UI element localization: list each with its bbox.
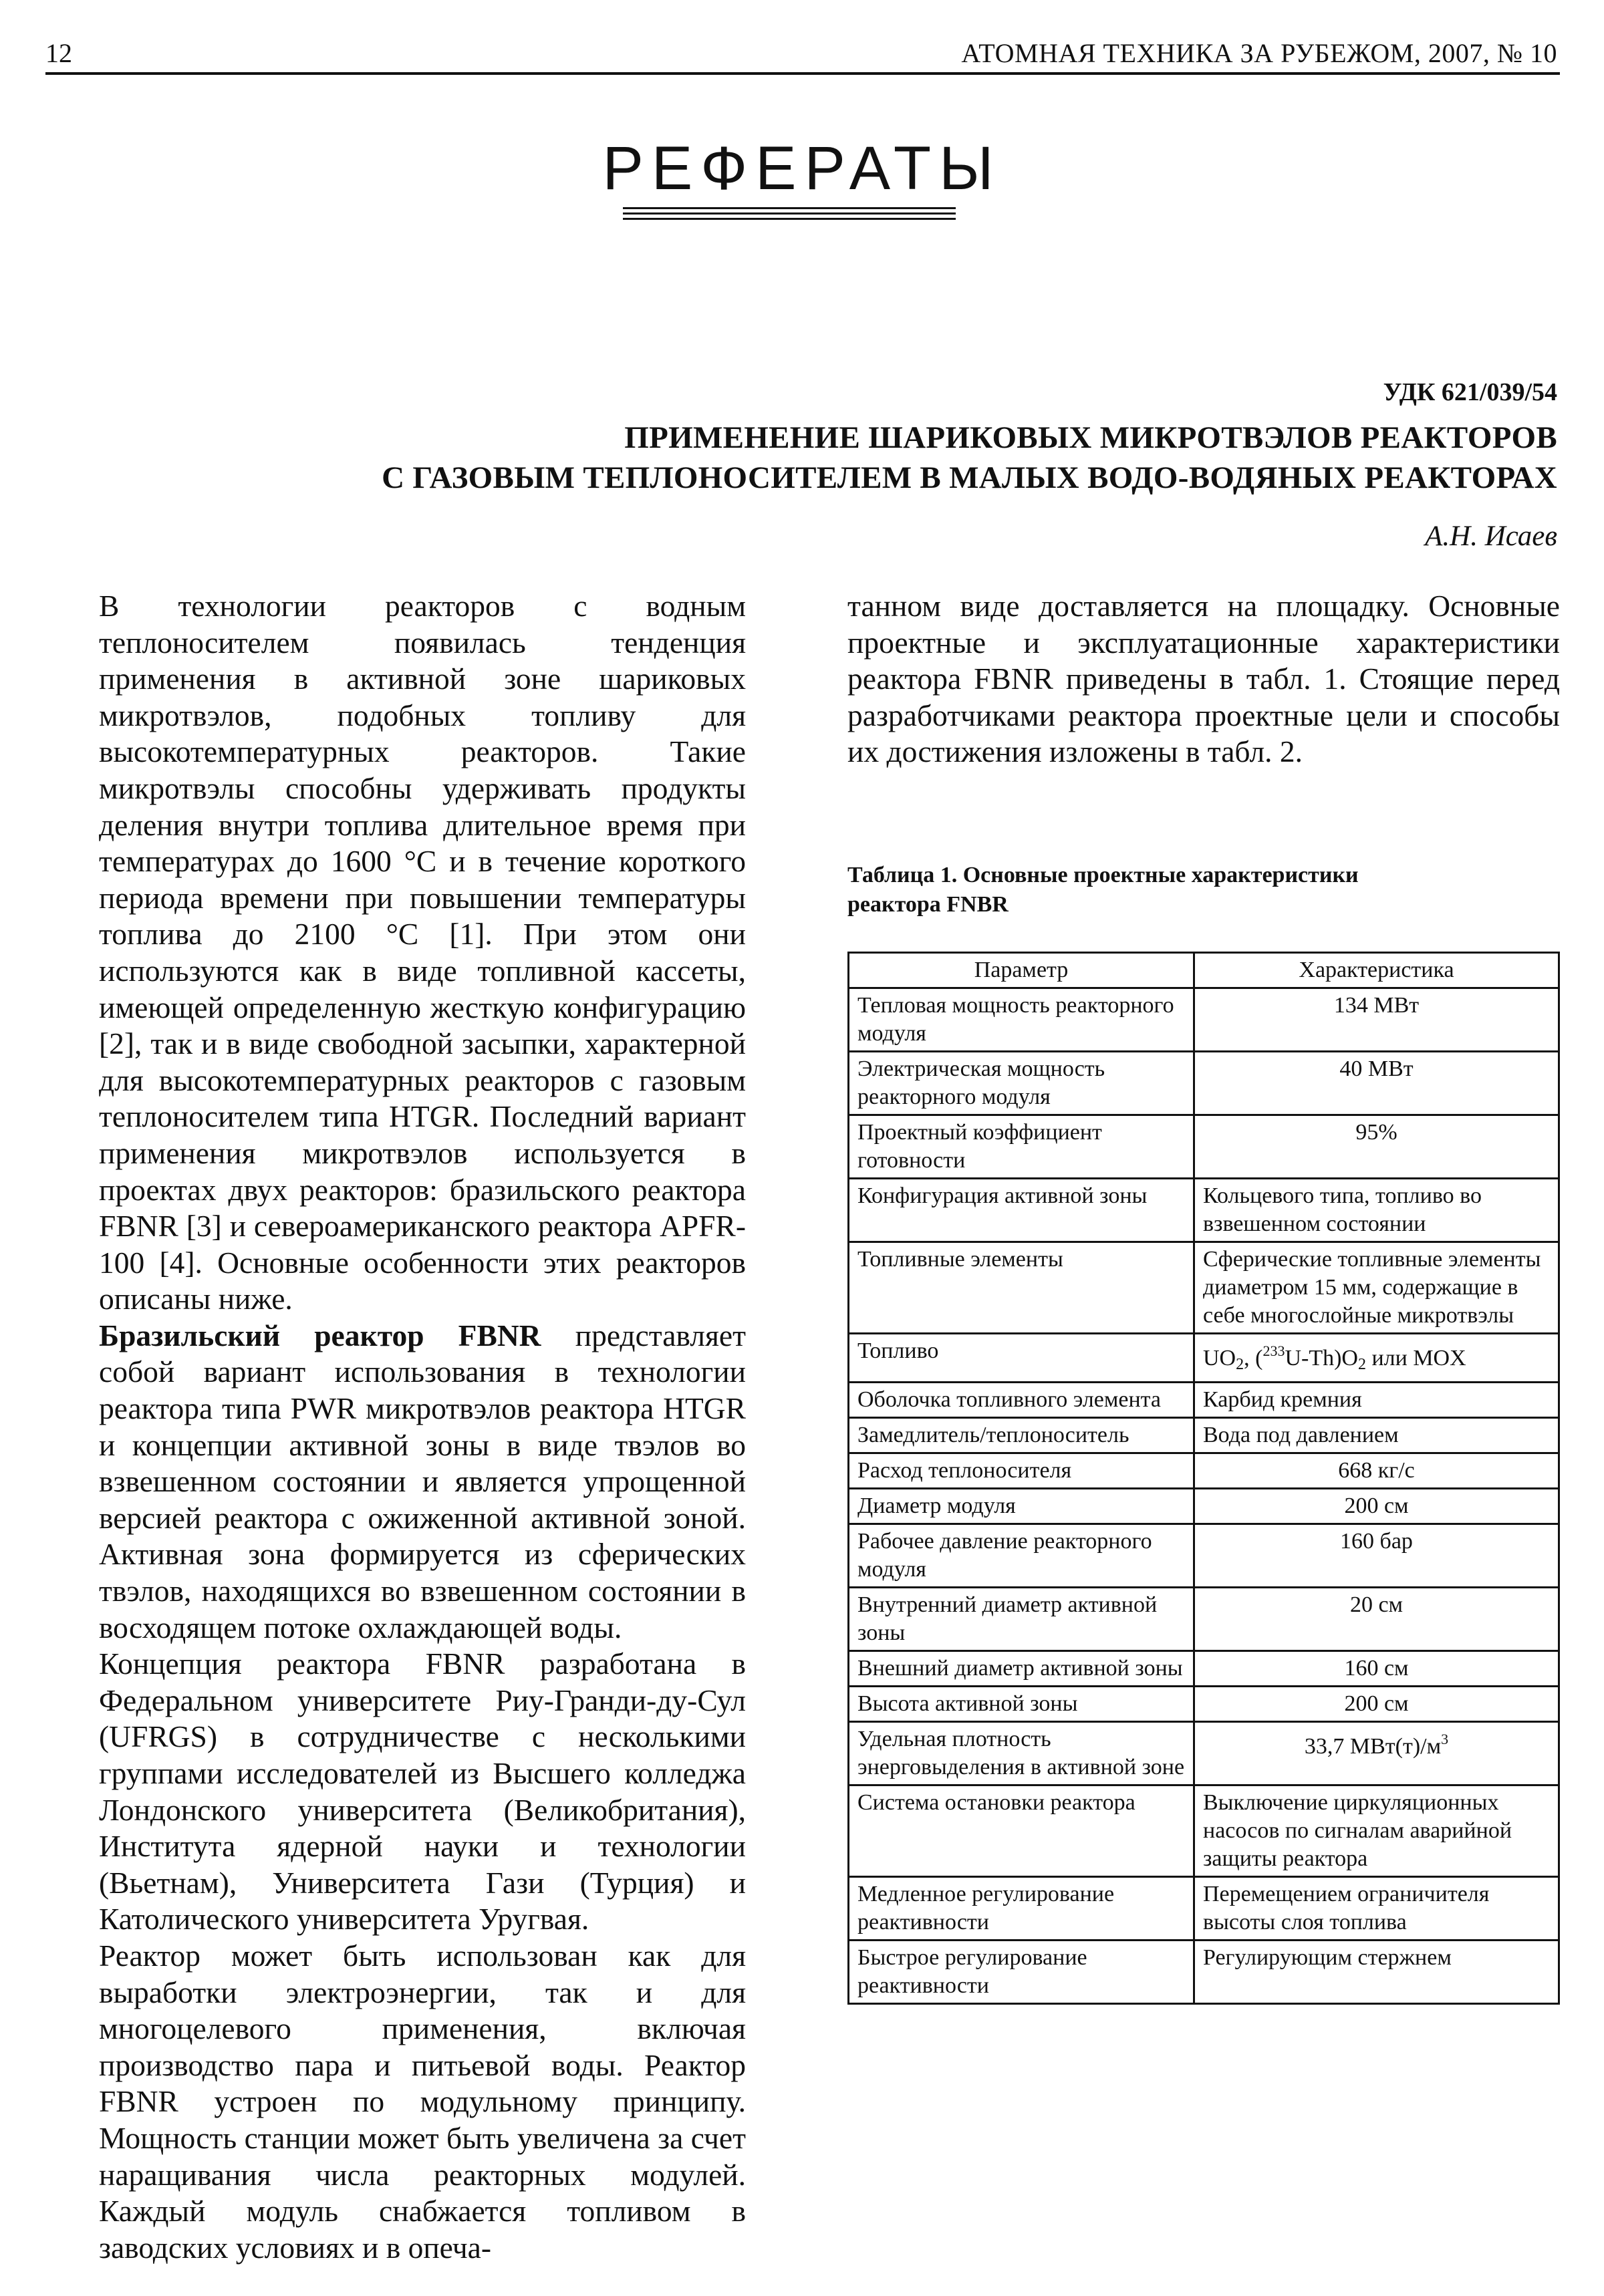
- author: А.Н. Исаев: [1425, 521, 1557, 552]
- table-cell-value: Сферические топливные элементы диаметром 15 мм, содержащие в себе многослойные микротвэлы: [1194, 1242, 1559, 1334]
- body-column-right: [847, 588, 1560, 770]
- paragraph-4-text: Реактор может быть использован как для выработки электроэнергии, так и для многоцелевого применения, включая производство пара и питьевой воды. Реактор FBNR устроен по модульному принципу. Мощность станции может быть увеличена за счет наращивания числа реакторных модулей. Каждый модуль снабжается топливом в заводских условиях и в опеча-: [99, 1938, 746, 2265]
- paragraph-3: [99, 1646, 746, 1938]
- table-cell-value: 668 кг/с: [1194, 1453, 1559, 1489]
- table-cell-value: 95%: [1194, 1115, 1559, 1179]
- table-row: [849, 1242, 1559, 1334]
- header-rule: [45, 72, 1560, 75]
- table-1-caption-line-1: Таблица 1. Основные проектные характеристики: [847, 863, 1359, 887]
- page-number: 12: [45, 38, 72, 68]
- table-1: [847, 952, 1560, 2005]
- table-row: [849, 1052, 1559, 1115]
- table-row: [849, 1941, 1559, 2004]
- table-row: [849, 1453, 1559, 1489]
- table-row: [849, 1179, 1559, 1242]
- table-1-caption: [847, 861, 1516, 919]
- table-row: [849, 1524, 1559, 1588]
- udk-code: УДК 621/039/54: [1383, 378, 1557, 406]
- paragraph-2-text: представляет собой вариант использования в технологии реактора типа PWR микротвэлов реактора HTGR и концепции активной зоны в виде твэлов во взвешенном состоянии и является упрощенной версией реактора с ожиженной активной зоной. Активная зона формируется из сферических твэлов, находящихся во взвешенном состоянии в восходящем потоке охлаждающей воды.: [99, 1318, 746, 1644]
- power-density-value: 33,7 МВт(т)/м: [1304, 1734, 1442, 1759]
- table-cell-param: Удельная плотность энерговыделения в активной зоне: [849, 1722, 1194, 1785]
- table-cell-value: Выключение циркуляционных насосов по сигналам аварийной защиты реактора: [1194, 1785, 1559, 1877]
- table-cell-value: Регулирующим стержнем: [1194, 1941, 1559, 2004]
- table-row: [849, 1115, 1559, 1179]
- fuel-formula-part: или MOX: [1365, 1346, 1466, 1371]
- table-cell-param: Диаметр модуля: [849, 1489, 1194, 1524]
- table-cell-value: Вода под давлением: [1194, 1418, 1559, 1453]
- table-row: [849, 1785, 1559, 1877]
- table-cell-param: Замедлитель/теплоноситель: [849, 1418, 1194, 1453]
- table-cell-value: 200 см: [1194, 1489, 1559, 1524]
- table-cell-value: [1194, 1722, 1559, 1785]
- journal-title: АТОМНАЯ ТЕХНИКА ЗА РУБЕЖОМ, 2007, № 10: [961, 38, 1557, 68]
- fuel-formula-superscript: 233: [1262, 1342, 1285, 1359]
- section-title-underline-1: [623, 207, 956, 209]
- table-header-row: [849, 953, 1559, 988]
- table-cell-value: Карбид кремния: [1194, 1383, 1559, 1418]
- paragraph-1: [99, 588, 746, 1318]
- table-cell-param: Расход теплоносителя: [849, 1453, 1194, 1489]
- table-cell-param: Рабочее давление реакторного модуля: [849, 1524, 1194, 1588]
- article-title-line-1: ПРИМЕНЕНИЕ ШАРИКОВЫХ МИКРОТВЭЛОВ РЕАКТОРОВ: [624, 420, 1557, 455]
- table-cell-param: Высота активной зоны: [849, 1687, 1194, 1722]
- column-header-parameter: Параметр: [849, 953, 1194, 988]
- table-cell-param: Топливные элементы: [849, 1242, 1194, 1334]
- table-cell-param: Внутренний диаметр активной зоны: [849, 1588, 1194, 1651]
- table-row: [849, 1651, 1559, 1687]
- paragraph-4: [99, 1938, 746, 2266]
- running-head: [45, 35, 1557, 75]
- paragraph-5: танном виде доставляется на площадку. Основные проектные и эксплуатационные характеристики реактора FBNR приведены в табл. 1. Стоящие перед разработчиками реактора проектные цели и способы их достижения изложены в табл. 2.: [847, 589, 1560, 769]
- table-row: [849, 1687, 1559, 1722]
- table-cell-value: Кольцевого типа, топливо во взвешенном состоянии: [1194, 1179, 1559, 1242]
- fuel-formula-subscript: 2: [1236, 1356, 1244, 1373]
- section-title-underline-3: [623, 218, 956, 220]
- article-title: [382, 418, 1557, 498]
- table-row: [849, 988, 1559, 1052]
- table-row: [849, 1489, 1559, 1524]
- body-column-left: [99, 588, 746, 2266]
- table-row: [849, 1722, 1559, 1785]
- section-title: РЕФЕРАТЫ: [602, 134, 1002, 202]
- paragraph-3-text: Концепция реактора FBNR разработана в Федеральном университете Риу-Гранди-ду-Сул (UFRGS) в сотрудничестве с несколькими группами исследователей из Высшего колледжа Лондонского университета (Великобритания), Института ядерной науки и технологии (Вьетнам), Университета Гази (Турция) и Католического университета Уругвая.: [99, 1646, 746, 1936]
- article-title-line-2: С ГАЗОВЫМ ТЕПЛОНОСИТЕЛЕМ В МАЛЫХ ВОДО-ВОДЯНЫХ РЕАКТОРАХ: [382, 460, 1557, 495]
- table-cell-value: 160 бар: [1194, 1524, 1559, 1588]
- paragraph-1-text: В технологии реакторов с водным теплоносителем появилась тенденция применения в активной зоне шариковых микротвэлов, подобных топливу для высокотемпературных реакторов. Такие микротвэлы способны удерживать продукты деления внутри топлива длительное время при температурах до 1600 °С и в течение короткого периода времени при повышении температуры топлива до 2100 °С [1]. При этом они используются как в виде топливной кассеты, имеющей определенную жесткую конфигурацию [2], так и в виде свободной засыпки, характерной для высокотемпературных реакторов с газовым теплоносителем типа HTGR. Последний вариант применения микротвэлов используется в проектах двух реакторов: бразильского реактора FBNR [3] и североамериканского реактора APFR-100 [4]. Основные особенности этих реакторов описаны ниже.: [99, 589, 746, 1316]
- table-cell-param: Тепловая мощность реакторного модуля: [849, 988, 1194, 1052]
- section-title-underline-2: [623, 212, 956, 214]
- table-row: [849, 1334, 1559, 1383]
- table-1-caption-line-2: реактора FNBR: [847, 892, 1009, 917]
- table-cell-param: Система остановки реактора: [849, 1785, 1194, 1877]
- table-cell-param: Медленное регулирование реактивности: [849, 1877, 1194, 1941]
- fuel-formula-subscript: 2: [1357, 1356, 1366, 1373]
- table-cell-value: [1194, 1334, 1559, 1383]
- table-row: [849, 1418, 1559, 1453]
- table-cell-param: Электрическая мощность реакторного модуля: [849, 1052, 1194, 1115]
- fuel-formula-part: U-Th)O: [1285, 1346, 1358, 1371]
- table-cell-value: 40 МВт: [1194, 1052, 1559, 1115]
- fuel-formula-part: , (: [1244, 1346, 1263, 1371]
- table-cell-param: Внешний диаметр активной зоны: [849, 1651, 1194, 1687]
- fuel-formula-part: UO: [1203, 1346, 1236, 1371]
- table-cell-param: Конфигурация активной зоны: [849, 1179, 1194, 1242]
- table-cell-value: 20 см: [1194, 1588, 1559, 1651]
- power-density-exponent: 3: [1441, 1731, 1449, 1747]
- table-cell-param: Проектный коэффициент готовности: [849, 1115, 1194, 1179]
- table-cell-param: Быстрое регулирование реактивности: [849, 1941, 1194, 2004]
- table-cell-value: Перемещением ограничителя высоты слоя топлива: [1194, 1877, 1559, 1941]
- column-header-value: Характеристика: [1194, 953, 1559, 988]
- table-cell-value: 160 см: [1194, 1651, 1559, 1687]
- paragraph-2-lead-in: Бразильский реактор FBNR: [99, 1318, 541, 1352]
- table-cell-param: Оболочка топливного элемента: [849, 1383, 1194, 1418]
- table-row: [849, 1383, 1559, 1418]
- table-cell-value: 200 см: [1194, 1687, 1559, 1722]
- table-cell-param: Топливо: [849, 1334, 1194, 1383]
- table-cell-value: 134 МВт: [1194, 988, 1559, 1052]
- table-row: [849, 1588, 1559, 1651]
- paragraph-2: [99, 1318, 746, 1646]
- table-row: [849, 1877, 1559, 1941]
